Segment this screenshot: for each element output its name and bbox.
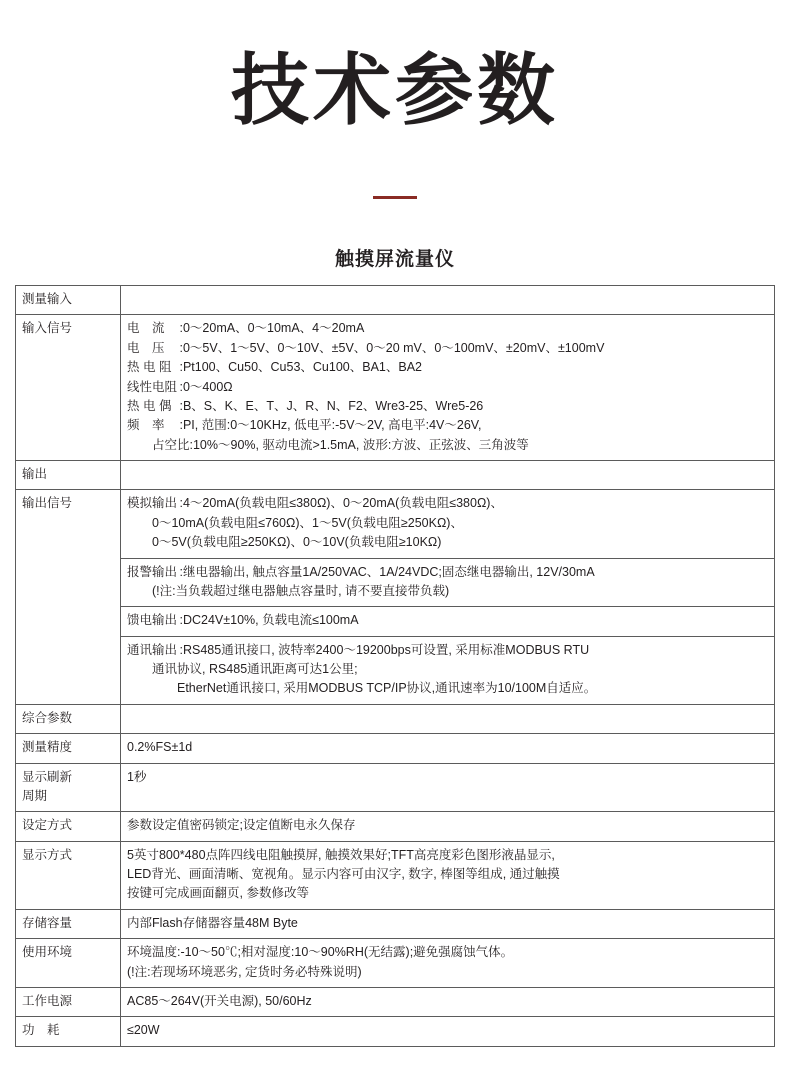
table-row-value — [121, 987, 775, 1016]
spec-line — [127, 563, 768, 582]
table-row-value — [121, 607, 775, 636]
spec-line — [127, 514, 768, 533]
spec-line-text: (!注:若现场环境恶劣, 定货时务必特殊说明) — [127, 964, 362, 979]
table-row-value — [121, 763, 775, 812]
spec-line — [127, 914, 768, 933]
table-row-label-line: 显示刷新 — [22, 769, 73, 784]
spec-line-text: :Pt100、Cu50、Cu53、Cu100、BA1、BA2 — [179, 360, 422, 375]
table-row — [16, 841, 775, 909]
table-row — [16, 636, 775, 704]
spec-line — [127, 358, 768, 377]
table-row-value — [121, 315, 775, 461]
spec-line-text: :4～20mA(负载电阻≤380Ω)、0～20mA(负载电阻≤380Ω)、 — [179, 496, 503, 511]
table-row — [16, 315, 775, 461]
spec-line-text: :DC24V±10%, 负载电流≤100mA — [179, 613, 359, 628]
spec-line-text: 0.2%FS±1d — [127, 740, 193, 755]
spec-line-lead: 电 流 — [127, 321, 165, 336]
page-bottom-spacer — [0, 1047, 790, 1061]
spec-line — [127, 416, 768, 435]
table-row — [16, 558, 775, 607]
spec-line — [127, 679, 768, 698]
table-row-label — [16, 763, 121, 812]
table-row-label-line: 周期 — [22, 788, 48, 803]
title-divider — [373, 196, 417, 199]
spec-line — [127, 319, 768, 338]
table-section-header-filler — [121, 286, 775, 315]
table-section-header: 测量输入 — [16, 286, 121, 315]
title-divider-wrap — [0, 130, 790, 204]
table-row-label: 工作电源 — [16, 987, 121, 1016]
table-row-value — [121, 841, 775, 909]
table-row-value — [121, 909, 775, 938]
spec-line-text: ≤20W — [127, 1023, 160, 1038]
table-row-label: 功 耗 — [16, 1017, 121, 1046]
spec-line-lead: 模拟输出 — [127, 496, 178, 511]
spec-line-text: 5英寸800*480点阵四线电阻触摸屏, 触摸效果好;TFT高亮度彩色图形液晶显示, — [127, 847, 555, 862]
table-section-header: 综合参数 — [16, 704, 121, 733]
spec-line — [127, 436, 768, 455]
spec-line-lead: 馈电输出 — [127, 613, 178, 628]
spec-line-lead: 报警输出 — [127, 564, 178, 579]
spec-line-text: 占空比:10%～90%, 驱动电流>1.5mA, 波形:方波、正弦波、三角波等 — [152, 437, 529, 452]
spec-line-lead: 通讯输出 — [127, 642, 178, 657]
spec-line-text: :0～20mA、0～10mA、4～20mA — [179, 321, 365, 336]
spec-line-text: :RS485通讯接口, 波特率2400～19200bps可设置, 采用标准MODBUS RTU — [179, 642, 590, 657]
table-section-header-row — [16, 286, 775, 315]
spec-line-text: :继电器输出, 触点容量1A/250VAC、1A/24VDC;固态继电器输出, 12V/30mA — [179, 564, 595, 579]
table-row — [16, 939, 775, 988]
table-row-label: 输出信号 — [16, 490, 121, 704]
spec-line — [127, 641, 768, 660]
table-row-label: 输入信号 — [16, 315, 121, 461]
spec-line — [127, 865, 768, 884]
table-row-value — [121, 734, 775, 763]
spec-line — [127, 943, 768, 962]
spec-line-text: 0～10mA(负载电阻≤760Ω)、1～5V(负载电阻≥250KΩ)、 — [152, 515, 463, 530]
spec-line-text: 内部Flash存储器容量48M Byte — [127, 915, 298, 930]
table-row — [16, 909, 775, 938]
spec-line-text: :PI, 范围:0～10KHz, 低电平:-5V～2V, 高电平:4V～26V, — [179, 418, 482, 433]
spec-line — [127, 611, 768, 630]
spec-line-text: :0～5V、1～5V、0～10V、±5V、0～20 mV、0～100mV、±20mV、±100mV — [179, 340, 605, 355]
table-row-label: 使用环境 — [16, 939, 121, 988]
table-row-value — [121, 939, 775, 988]
table-row-value — [121, 812, 775, 841]
table-row-value — [121, 558, 775, 607]
spec-line-text: :0～400Ω — [179, 379, 233, 394]
spec-line-text: 1秒 — [127, 769, 147, 784]
product-subtitle: 触摸屏流量仪 — [334, 249, 455, 270]
table-section-header-filler — [121, 461, 775, 490]
table-row-label: 存储容量 — [16, 909, 121, 938]
spec-line — [127, 992, 768, 1011]
spec-line-text: AC85～264V(开关电源), 50/60Hz — [127, 993, 312, 1008]
table-row — [16, 987, 775, 1016]
spec-line — [127, 582, 768, 601]
table-section-header-row — [16, 461, 775, 490]
table-section-header: 输出 — [16, 461, 121, 490]
spec-line-text: 按键可完成画面翻页, 参数修改等 — [127, 886, 309, 901]
table-section-header-filler — [121, 704, 775, 733]
spec-line — [127, 494, 768, 513]
table-row-label: 设定方式 — [16, 812, 121, 841]
page-title: 技术参数 — [230, 46, 559, 136]
table-row — [16, 812, 775, 841]
spec-line-text: 环境温度:-10～50℃;相对湿度:10～90%RH(无结露);避免强腐蚀气体。 — [127, 945, 514, 960]
spec-line-lead: 频 率 — [127, 418, 165, 433]
table-row-label: 显示方式 — [16, 841, 121, 909]
spec-line-lead: 电 压 — [127, 340, 165, 355]
table-row — [16, 1017, 775, 1046]
table-row — [16, 763, 775, 812]
spec-line — [127, 378, 768, 397]
spec-line — [127, 533, 768, 552]
spec-line-text: 通讯协议, RS485通讯距离可达1公里; — [152, 662, 358, 676]
spec-line — [127, 397, 768, 416]
spec-line-lead: 线性电阻 — [127, 379, 178, 394]
table-row — [16, 607, 775, 636]
spec-line-text: (!注:当负载超过继电器触点容量时, 请不要直接带负载) — [152, 583, 450, 598]
spec-line — [127, 738, 768, 757]
table-section-header-row — [16, 704, 775, 733]
spec-line-text: 参数设定值密码锁定;设定值断电永久保存 — [127, 818, 356, 833]
spec-line-lead: 热 电 阻 — [127, 360, 172, 375]
table-row — [16, 490, 775, 558]
spec-line-text: EtherNet通讯接口, 采用MODBUS TCP/IP协议,通讯速率为10/100M自适应。 — [177, 681, 597, 696]
spec-line-lead: 热 电 偶 — [127, 398, 172, 413]
table-row-value — [121, 490, 775, 558]
spec-line — [127, 963, 768, 982]
spec-line — [127, 846, 768, 865]
table-row-value — [121, 1017, 775, 1046]
spec-line-text: 0～5V(负载电阻≥250KΩ)、0～10V(负载电阻≥10KΩ) — [152, 535, 442, 550]
spec-line-text: LED背光、画面清晰、宽视角。显示内容可由汉字, 数字, 棒图等组成, 通过触摸 — [127, 867, 560, 881]
spec-line — [127, 1021, 768, 1040]
table-row — [16, 734, 775, 763]
spec-line — [127, 816, 768, 835]
spec-line — [127, 768, 768, 787]
table-row-label: 测量精度 — [16, 734, 121, 763]
spec-line-text: :B、S、K、E、T、J、R、N、F2、Wre3-25、Wre5-26 — [179, 398, 484, 413]
specification-table — [15, 285, 775, 1047]
spec-line — [127, 339, 768, 358]
table-row-value — [121, 636, 775, 704]
spec-line — [127, 884, 768, 903]
spec-line — [127, 660, 768, 679]
